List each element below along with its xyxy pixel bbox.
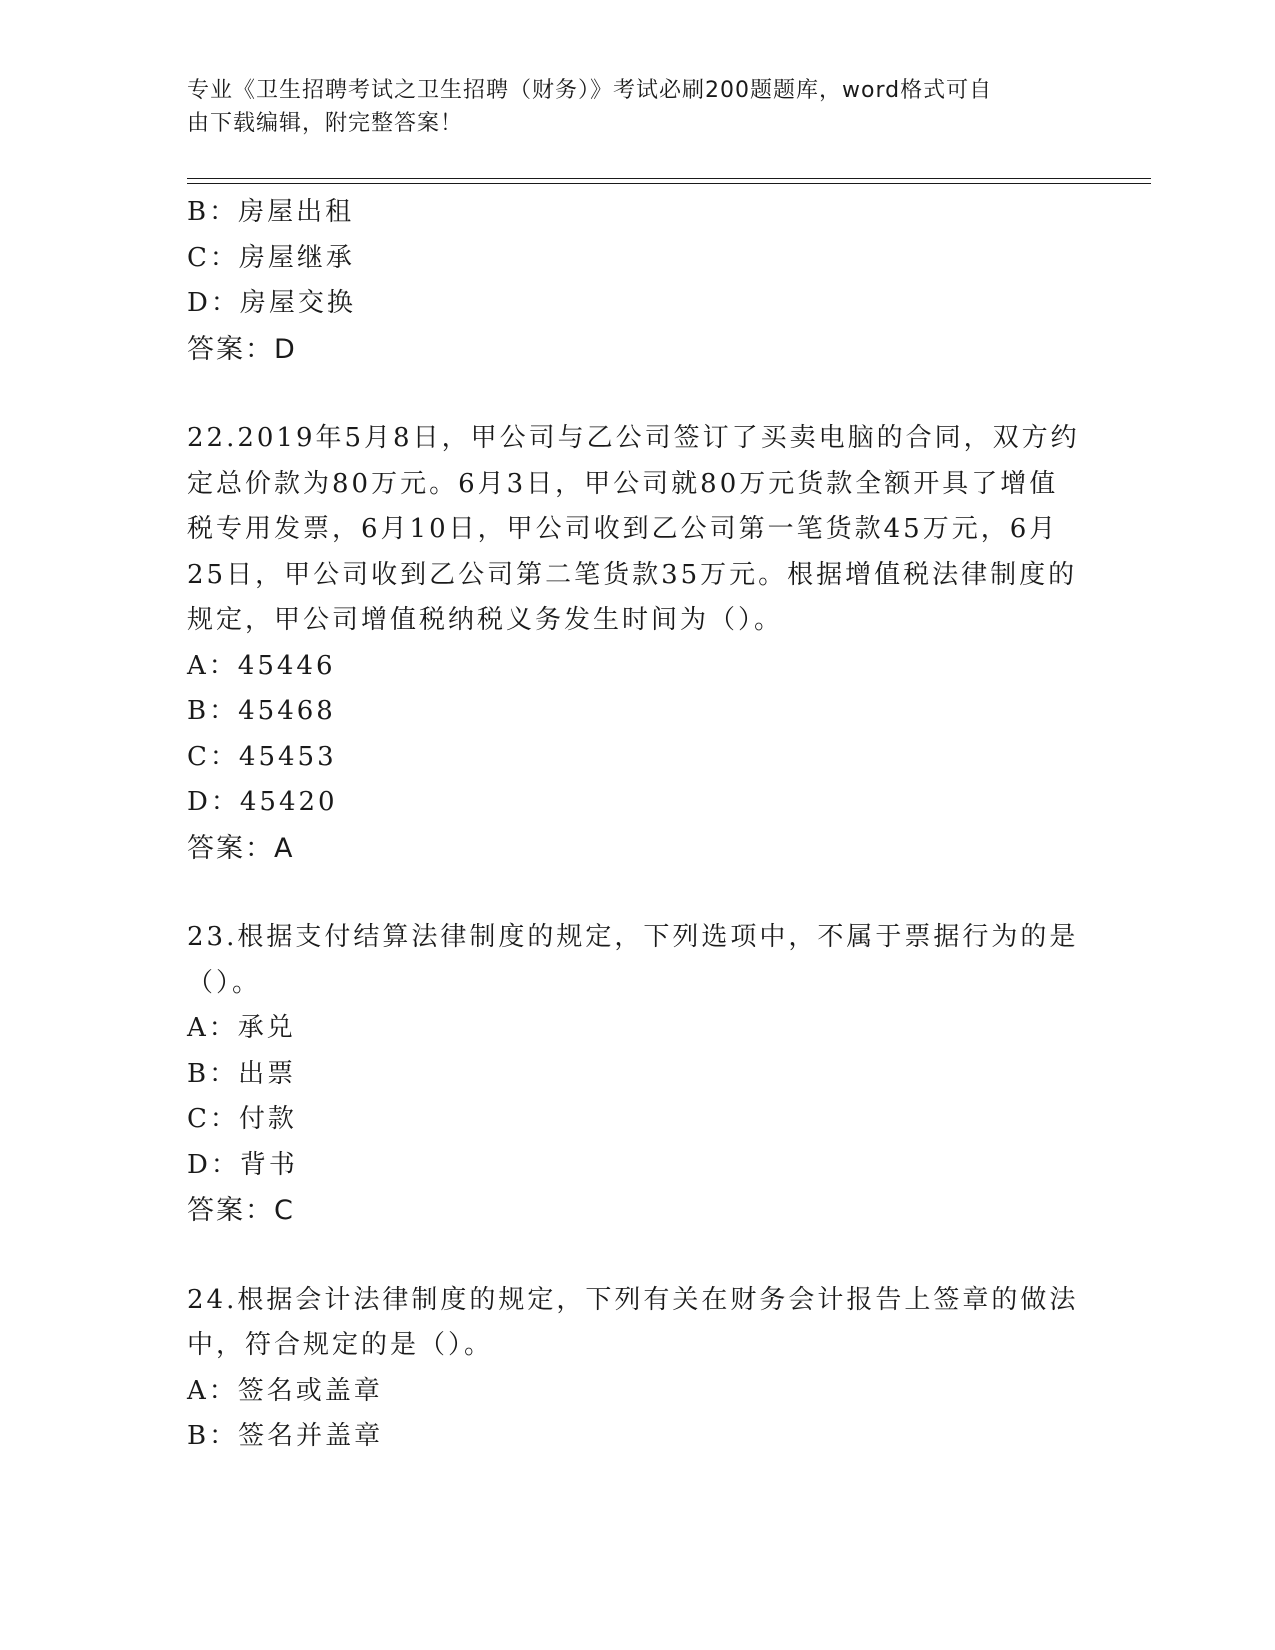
- question-stem-line: 24.根据会计法律制度的规定，下列有关在财务会计报告上签章的做法: [187, 1284, 1079, 1315]
- spacer: [187, 871, 1087, 915]
- question-stem-line: 25日，甲公司收到乙公司第二笔货款35万元。根据增值税法律制度的: [187, 559, 1078, 590]
- header-line-2: 由下载编辑，附完整答案！: [187, 111, 464, 136]
- header-divider-bottom: [187, 183, 1151, 184]
- option-d: D：背书: [187, 1149, 298, 1180]
- option-c: C：房屋继承: [187, 242, 355, 273]
- question-24: [187, 1278, 1087, 1460]
- option-b: B：45468: [187, 696, 336, 726]
- question-22: [187, 416, 1087, 871]
- answer-line: 答案：C: [187, 1195, 295, 1226]
- document-header: [187, 74, 1067, 140]
- spacer: [187, 372, 1087, 416]
- option-a: A：45446: [187, 650, 336, 681]
- option-b: B：房屋出租: [187, 197, 355, 227]
- question-stem-line: 22.2019年5月8日，甲公司与乙公司签订了买卖电脑的合同，双方约: [187, 423, 1080, 453]
- option-d: D：房屋交换: [187, 288, 356, 318]
- spacer: [187, 1234, 1087, 1278]
- option-b: B：签名并盖章: [187, 1421, 384, 1451]
- answer-line: 答案：A: [187, 832, 295, 864]
- question-23: [187, 915, 1087, 1234]
- question-content: [187, 190, 1087, 1460]
- question-21-tail: [187, 190, 1087, 372]
- question-stem-line: 中，符合规定的是（）。: [187, 1330, 494, 1360]
- question-stem-line: 定总价款为80万元。6月3日，甲公司就80万元货款全额开具了增值: [187, 468, 1059, 499]
- question-stem-line: 23.根据支付结算法律制度的规定，下列选项中，不属于票据行为的是: [187, 922, 1079, 952]
- question-stem-line: 税专用发票，6月10日，甲公司收到乙公司第一笔货款45万元，6月: [187, 514, 1059, 544]
- header-divider-top: [187, 178, 1151, 179]
- question-stem-line: （）。: [187, 967, 262, 998]
- option-d: D：45420: [187, 787, 338, 817]
- question-stem-line: 规定，甲公司增值税纳税义务发生时间为（）。: [187, 605, 784, 635]
- option-a: A：签名或盖章: [187, 1375, 383, 1406]
- header-line-1: 专业《卫生招聘考试之卫生招聘（财务）》考试必刷200题题库，word格式可自: [187, 78, 993, 103]
- answer-line: 答案：D: [187, 333, 297, 365]
- option-c: C：45453: [187, 741, 337, 772]
- option-c: C：付款: [187, 1104, 297, 1134]
- option-b: B：出票: [187, 1058, 297, 1089]
- option-a: A：承兑: [187, 1013, 296, 1043]
